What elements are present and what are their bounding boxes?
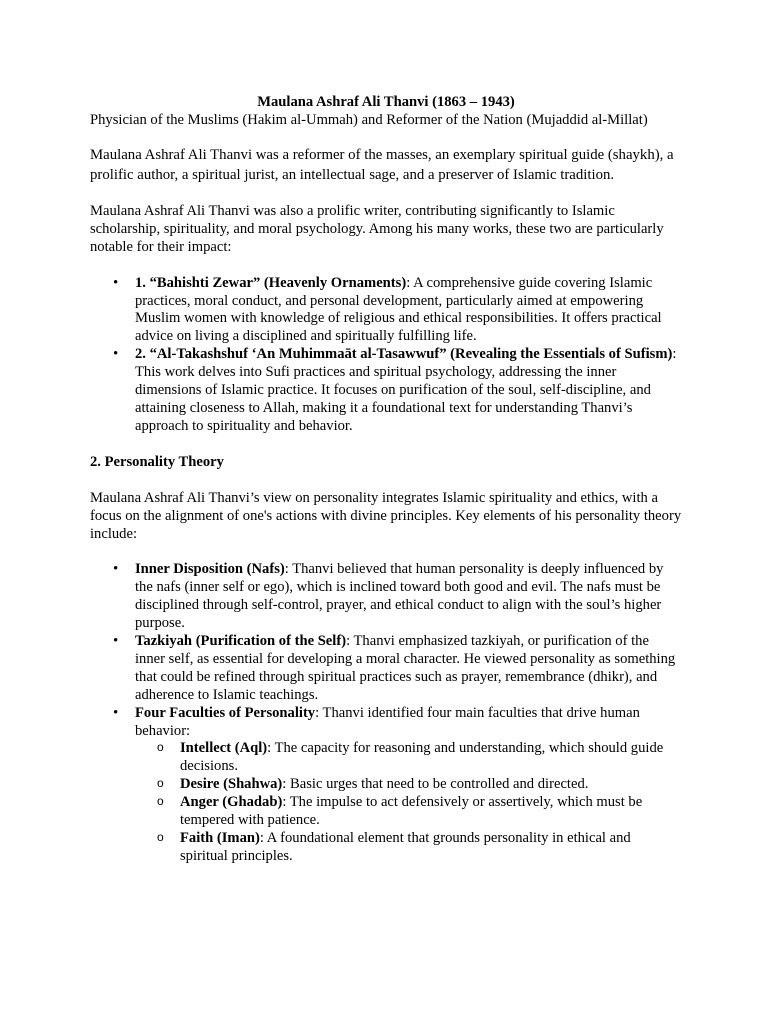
section-heading: 2. Personality Theory [90, 453, 224, 470]
element-term: Tazkiyah (Purification of the Self) [135, 633, 347, 650]
sub-list-item [135, 740, 682, 776]
list-item [90, 275, 682, 347]
works-list [90, 275, 682, 436]
faculty-term: Faith (Iman) [180, 830, 260, 846]
sub-list-item [135, 830, 682, 866]
sub-list-item [135, 776, 682, 794]
faculty-term: Intellect (Aql) [180, 740, 268, 757]
document-title: Maulana Ashraf Ali Thanvi (1863 – 1943) [257, 94, 515, 110]
element-term: Inner Disposition (Nafs) [135, 561, 285, 578]
faculty-description: : A foundational element that grounds personality in ethical and spiritual principles. [180, 830, 631, 864]
document-page [90, 94, 682, 866]
element-term: Four Faculties of Personality [135, 704, 316, 721]
work-title: 1. “Bahishti Zewar” (Heavenly Ornaments) [135, 274, 407, 291]
faculties-list [135, 740, 682, 865]
work-description: : This work delves into Sufi practices and spiritual psychology, addressing the inner dimensions of Islamic practice. It focuses on purification of the soul, self-discipline, and attaining closeness to Allah, making it a foundational text for understanding Thanvi’s approach to spirituality and behavior. [135, 346, 677, 434]
faculty-description: : The capacity for reasoning and understanding, which should guide decisions. [180, 740, 664, 775]
intro-paragraph: Maulana Ashraf Ali Thanvi was a reformer of the masses, an exemplary spiritual guide (shaykh), a prolific author, a spiritual jurist, an intellectual sage, and a preserver of Islamic tradition. [90, 146, 674, 183]
work-description: : A comprehensive guide covering Islamic practices, moral conduct, and personal development, particularly aimed at empowering Muslim women with knowledge of religious and ethical responsibilities. It offers practical advice on living a disciplined and spiritually fulfilling life. [135, 274, 662, 345]
faculty-description: : Basic urges that need to be controlled and directed. [282, 776, 589, 793]
element-description: : Thanvi believed that human personality is deeply influenced by the nafs (inner self or ego), which is inclined toward both good and evil. The nafs must be disciplined through self-control, prayer, and ethical conduct to align with the soul’s higher purpose. [135, 561, 664, 632]
faculty-description: : The impulse to act defensively or assertively, which must be tempered with patience. [180, 794, 643, 829]
list-item [90, 633, 682, 705]
sub-list-item [135, 794, 682, 830]
faculty-term: Desire (Shahwa) [180, 776, 283, 793]
element-description: : Thanvi identified four main faculties that drive human behavior: [135, 704, 640, 739]
work-title: 2. “Al-Takashshuf ‘An Muhimmaāt al-Tasawwuf” (Revealing the Essentials of Sufism) [135, 346, 673, 363]
writer-paragraph: Maulana Ashraf Ali Thanvi was also a prolific writer, contributing significantly to Islamic scholarship, spirituality, and moral psychology. Among his many works, these two are particularly notable for their impact: [90, 202, 664, 255]
list-item [90, 705, 682, 866]
elements-list [90, 561, 682, 865]
document-subtitle: Physician of the Muslims (Hakim al-Ummah) and Reformer of the Nation (Mujaddid al-Millat) [90, 112, 648, 128]
list-item [90, 561, 682, 633]
faculty-term: Anger (Ghadab) [180, 794, 283, 811]
element-description: : Thanvi emphasized tazkiyah, or purification of the inner self, as essential for developing a moral character. He viewed personality as something that could be refined through spiritual practices such as prayer, remembrance (dhikr), and adherence to Islamic teachings. [135, 633, 676, 703]
theory-paragraph: Maulana Ashraf Ali Thanvi’s view on personality integrates Islamic spirituality and ethics, with a focus on the alignment of one's actions with divine principles. Key elements of his personality theory include: [90, 489, 682, 542]
list-item [90, 346, 682, 436]
